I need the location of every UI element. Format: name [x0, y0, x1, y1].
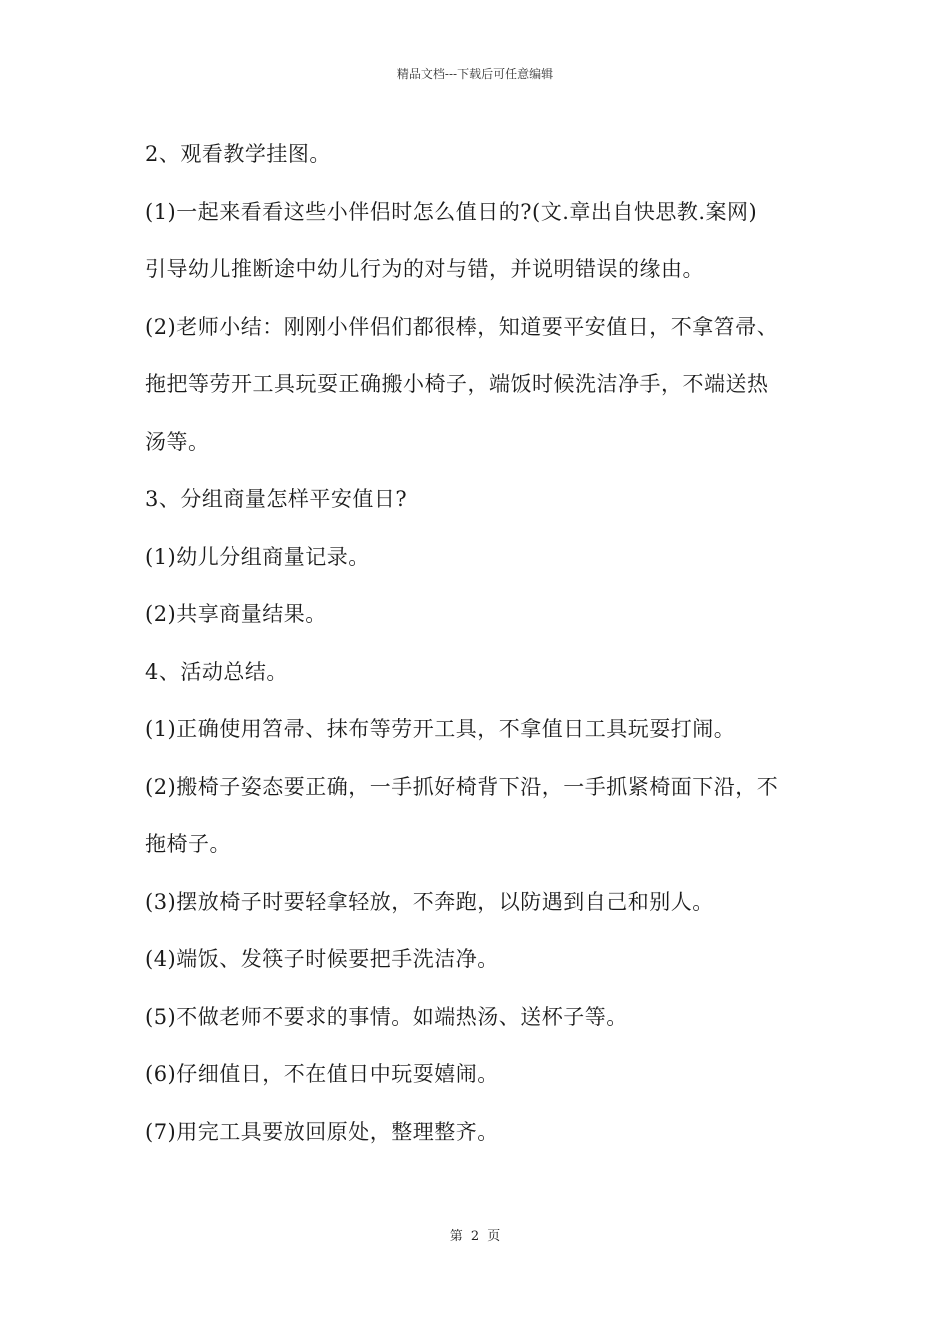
text-line: 引导幼儿推断途中幼儿行为的对与错，并说明错误的缘由。: [145, 257, 704, 281]
page-number: 第 2 页: [449, 1229, 501, 1244]
text-line: 拖椅子。: [145, 832, 231, 856]
text-line: 2、观看教学挂图。: [145, 142, 331, 166]
text-line: (1)一起来看看这些小伴侣时怎么值日的?(文.章出自快思教.案网): [145, 199, 758, 224]
document-body: [145, 126, 825, 1161]
text-line: (1)正确使用笤帚、抹布等劳开工具，不拿值日工具玩耍打闹。: [145, 717, 736, 741]
text-line: (6)仔细值日，不在值日中玩耍嬉闹。: [145, 1062, 499, 1086]
text-line: (2)共享商量结果。: [145, 602, 327, 626]
page-header: 精品文档---下载后可任意编辑: [396, 67, 554, 81]
text-line: (4)端饭、发筷子时候要把手洗洁净。: [145, 947, 499, 971]
text-line: (2)老师小结：刚刚小伴侣们都很棒，知道要平安值日，不拿笤帚、: [145, 314, 779, 339]
text-line: (5)不做老师不要求的事情。如端热汤、送杯子等。: [145, 1004, 628, 1029]
text-line: 拖把等劳开工具玩耍正确搬小椅子，端饭时候洗洁净手，不端送热: [145, 372, 769, 396]
text-line: (7)用完工具要放回原处，整理整齐。: [145, 1119, 499, 1144]
text-line: (1)幼儿分组商量记录。: [145, 544, 370, 569]
text-line: 汤等。: [145, 429, 210, 454]
text-line: 4、活动总结。: [145, 659, 288, 684]
text-line: (2)搬椅子姿态要正确，一手抓好椅背下沿，一手抓紧椅面下沿，不: [145, 774, 779, 799]
text-line: 3、分组商量怎样平安值日?: [145, 487, 408, 511]
text-line: (3)摆放椅子时要轻拿轻放，不奔跑，以防遇到自己和别人。: [145, 889, 714, 914]
